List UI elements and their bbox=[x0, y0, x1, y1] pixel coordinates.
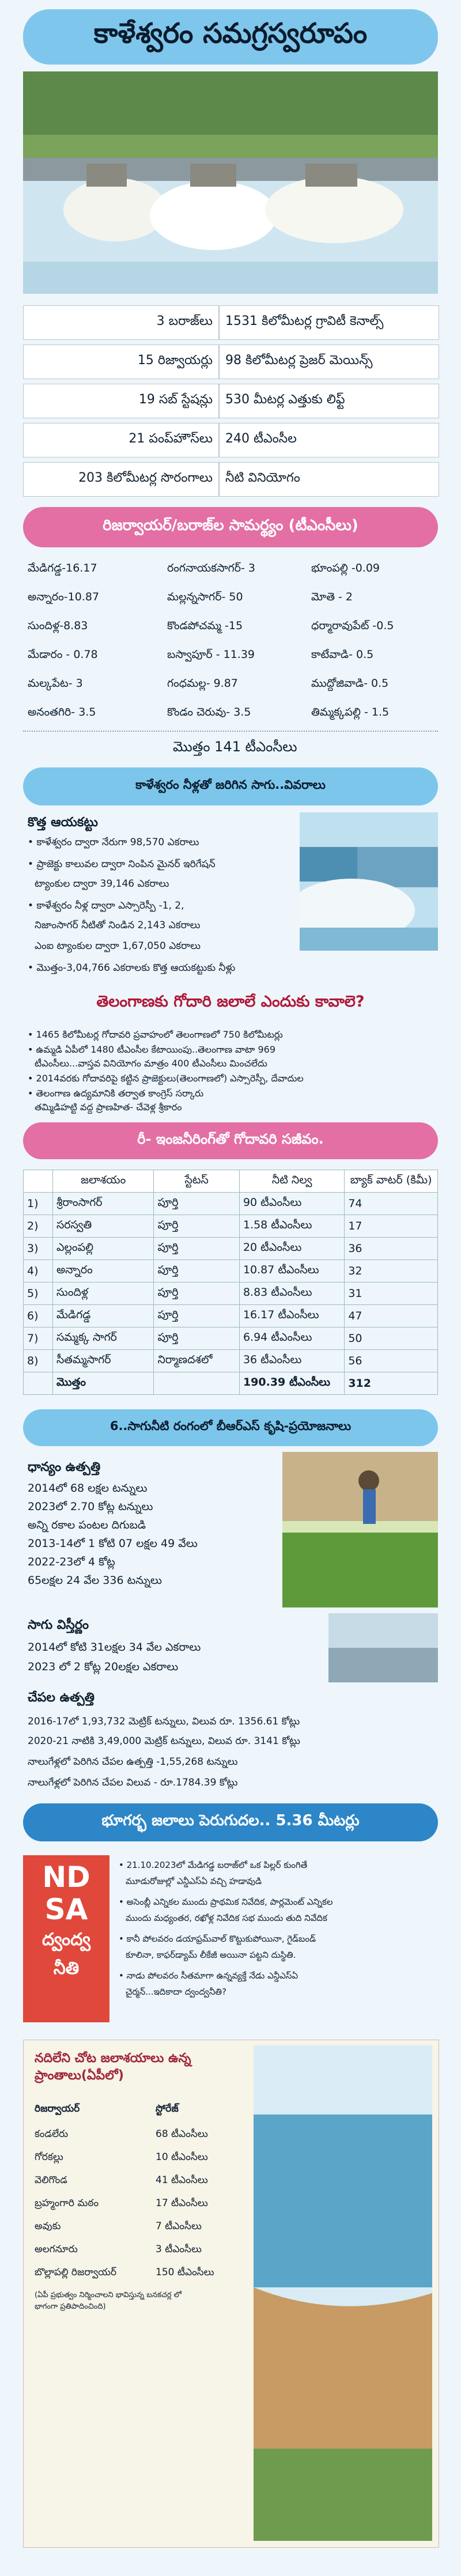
list-item: బ్రహ్మంగారి మఠం bbox=[35, 2197, 99, 2209]
capacity-item: మోతె - 2 bbox=[311, 591, 353, 603]
capacity-banner: రిజర్వాయర్/బరాజ్‌ల సామర్థ్యం (టీఎంసీలు) bbox=[23, 507, 438, 547]
list-item: 41 టీఎంసీలు bbox=[156, 2174, 208, 2186]
list-item: 3 టీఎంసీలు bbox=[156, 2244, 202, 2255]
capacity-item: తిమ్మక్కపల్లి - 1.5 bbox=[311, 706, 390, 718]
page-title-text: కాళేశ్వరం సమగ్రస్వరూపం bbox=[93, 17, 368, 50]
capacity-total: మొత్తం 141 టీఎంసీలు bbox=[173, 739, 297, 755]
capacity-item: మల్కపేట- 3 bbox=[28, 677, 83, 690]
capacity-item: బస్వాపూర్ - 11.39 bbox=[167, 648, 255, 661]
area-heading: సాగు విస్తీర్ణం bbox=[28, 1618, 89, 1632]
capacity-item: మేడారం - 0.78 bbox=[28, 648, 98, 661]
list-item: 2014లో కోటి 31లక్షల 34 వేల ఎకరాలు bbox=[28, 1641, 201, 1654]
farm-photo bbox=[282, 1452, 438, 1607]
stat-left-5: 203 కిలోమీటర్ల సొరంగాలు bbox=[23, 462, 219, 497]
table-header-row bbox=[24, 1170, 438, 1193]
stat-right-2: 98 కిలోమీటర్ల ప్రెజర్ మెయిన్స్ bbox=[219, 345, 439, 379]
table-row: 1) శ్రీరాంసాగర్ పూర్తి 90 టీఎంసీలు 74 bbox=[24, 1193, 438, 1215]
list-item: చైర్మన్...ఇదికాదా ద్వంద్వనీతి? bbox=[126, 1987, 226, 1997]
column-header: జలాశయం bbox=[52, 1170, 153, 1193]
list-item: • ఉమ్మడి ఏపీలో 1480 టీఎంసీల కేటాయింపు..తెలంగాణ వాటా 969 bbox=[28, 1044, 276, 1055]
capacity-item: కొండపోచమ్మ -15 bbox=[167, 619, 243, 632]
capacity-item: కాటేవాడి- 0.5 bbox=[311, 648, 374, 661]
table-total-row: మొత్తం 190.39 టీఎంసీలు 312 bbox=[24, 1372, 438, 1395]
list-item: నాలుగేళ్లలో పెరిగిన చేపల విలువ - రూ.1784.39 కోట్లు bbox=[28, 1777, 238, 1788]
list-item: • 2014వరకు గోదావరిపై కట్టిన ప్రాజెక్టులు(తెలంగాణలో) ఎస్సారెస్పీ, దేవాదుల bbox=[28, 1073, 304, 1084]
column-header: స్టేటస్ bbox=[154, 1170, 240, 1193]
capacity-item: ధర్మారావుపేట్ -0.5 bbox=[311, 619, 394, 632]
list-item: 2022-23లో 4 కోట్ల bbox=[28, 1556, 115, 1568]
list-item: వెలిగొండ bbox=[35, 2174, 67, 2186]
ndsa-logo: ND SA ద్వంద్వ నీతి bbox=[23, 1855, 109, 2022]
table-row: 5) సుందిళ్ల పూర్తి 8.83 టీఎంసీలు 31 bbox=[24, 1283, 438, 1305]
list-item: గోరకల్లు bbox=[35, 2151, 63, 2163]
agri-banner: 6..సాగునీటి రంగంలో బీఆర్ఎస్ కృషి-ప్రయోజనాలు bbox=[23, 1409, 438, 1446]
list-item: మూడురోజుల్లో ఎన్డీఎస్ఏ వచ్చి హడావుడి bbox=[126, 1876, 262, 1886]
fish-photo bbox=[328, 1613, 438, 1682]
list-item: 2014లో 68 లక్షల టన్నులు bbox=[28, 1482, 148, 1495]
reservoir-photo bbox=[254, 2045, 432, 2541]
list-item: • మొత్తం-3,04,766 ఎకరాలకు కొత్త ఆయకట్టుకు నీళ్లు bbox=[28, 962, 236, 974]
reservoir-note: (ఏపీ ప్రభుత్వం నిర్మించాలని భావిస్తున్న బనకచర్ల లో bbox=[35, 2291, 182, 2299]
column-header: నీటి నిల్వ bbox=[239, 1170, 344, 1193]
table-row: 4) అన్నారం పూర్తి 10.87 టీఎంసీలు 32 bbox=[24, 1260, 438, 1283]
list-item: • కానీ పోలవరం డయాఫ్రమ్‌వాల్ కొట్టుకుపోయినా, గైడ్‌బండ్ bbox=[119, 1934, 316, 1944]
reengineering-banner: రీ- ఇంజనీరింగ్‌తో గోదావరి సజీవం. bbox=[23, 1122, 438, 1159]
stat-right-1: 1531 కిలోమీటర్ల గ్రావిటీ కెనాల్స్ bbox=[219, 305, 439, 340]
list-item: 7 టీఎంసీలు bbox=[156, 2221, 202, 2232]
list-item: 2020-21 నాటికి 3,49,000 మెట్రిక్ టన్నులు, విలువ రూ. 3141 కోట్లు bbox=[28, 1735, 300, 1747]
table-row: 3) ఎల్లంపల్లి పూర్తి 20 టీఎంసీలు 36 bbox=[24, 1238, 438, 1260]
stat-right-3: 530 మీటర్ల ఎత్తుకు లిఫ్ట్ bbox=[219, 384, 439, 418]
list-item: నాలుగేళ్లలో పెరిగిన చేపల ఉత్పత్తి -1,55,268 టన్నులు bbox=[28, 1756, 238, 1768]
reservoir-note: భాగంగా ప్రతిపాదించింది) bbox=[35, 2302, 106, 2311]
irrigation-banner: కాళేశ్వరం నీళ్లతో జరిగిన సాగు..వివరాలు bbox=[23, 767, 438, 805]
list-item: • నాడు పోలవరం సీతమాగా ఉన్నవ్యక్తే నేడు ఎన్డీఎస్ఏ bbox=[119, 1970, 298, 1981]
reengineering-table bbox=[23, 1170, 438, 1395]
capacity-item: రంగనాయకసాగర్- 3 bbox=[167, 562, 255, 574]
capacity-item: అన్నారం-10.87 bbox=[28, 591, 100, 603]
list-item: 10 టీఎంసీలు bbox=[156, 2151, 208, 2163]
capacity-item: అనంతగిరి- 3.5 bbox=[28, 706, 96, 718]
list-item: 2023 లో 2 కోట్ల 20లక్షల ఎకరాలు bbox=[28, 1660, 179, 1673]
capacity-item: కొండం చెరువు- 3.5 bbox=[167, 706, 251, 718]
list-item: 2013-14లో 1 కోటి 07 లక్షల 49 వేలు bbox=[28, 1537, 198, 1550]
list-item: తమ్మిడిహట్టి వద్ద ప్రాణహిత- చేవెళ్ల శ్రీకారం bbox=[35, 1102, 182, 1113]
stat-right-4: 240 టీఎంసీల bbox=[219, 423, 439, 457]
stat-right-5: నీటి వినియోగం bbox=[219, 462, 439, 497]
list-item: అవుకు bbox=[35, 2221, 61, 2232]
divider bbox=[23, 731, 438, 732]
list-item: • కాళేశ్వరం ద్వారా నేరుగా 98,570 ఎకరాలు bbox=[28, 837, 199, 848]
grain-heading: ధాన్యం ఉత్పత్తి bbox=[28, 1460, 101, 1474]
list-item: 65లక్షల 24 వేల 336 టన్నులు bbox=[28, 1574, 162, 1587]
fish-heading: చేపల ఉత్పత్తి bbox=[28, 1690, 95, 1705]
list-item: • 21.10.2023లో మేడిగడ్డ బరాజ్‌లో ఒక పిల్లర్ కుంగితే bbox=[119, 1860, 308, 1870]
list-item: 17 టీఎంసీలు bbox=[156, 2197, 208, 2209]
list-item: ఎంఐ ట్యాంకుల ద్వారా 1,67,050 ఎకరాలు bbox=[35, 940, 201, 952]
irrigation-subhead: కొత్త ఆయకట్టు bbox=[28, 815, 98, 830]
list-item: నిజాంసాగర్ నీటితో నిండిన 2,143 ఎకరాలు bbox=[35, 920, 201, 931]
groundwater-banner: భూగర్భ జలాలు పెరుగుదల.. 5.36 మీటర్లు bbox=[23, 1803, 438, 1841]
list-item: టీఎంసీలు...వాస్తవ వినియోగం మాత్రం 400 టీఎంసీలు మించలేదు bbox=[35, 1058, 267, 1069]
table-row: 8) సీతమ్మసాగర్ నిర్మాణదశలో 36 టీఎంసీలు 56 bbox=[24, 1350, 438, 1372]
stat-left-2: 15 రిజ్వాయర్లు bbox=[23, 345, 219, 379]
column-header: స్టోరేజ్ bbox=[156, 2103, 179, 2114]
list-item: 150 టీఎంసీలు bbox=[156, 2267, 214, 2278]
page-title bbox=[23, 9, 438, 65]
list-item: ముందు మధ్యంతర, రఖోళ్ల నివేదిక సభ ముందు తుది నివేదిక bbox=[126, 1913, 327, 1923]
stat-left-3: 19 సబ్ స్టేషన్లు bbox=[23, 384, 219, 418]
stat-left-4: 21 పంప్‌హౌస్‌లు bbox=[23, 423, 219, 457]
capacity-item: సుందిళ్ల-8.83 bbox=[28, 619, 88, 632]
reservoir-title: నదిలేని చోట జలాశయాలు ఉన్న ప్రాంతాలు(ఏపీలో) bbox=[35, 2051, 191, 2083]
table-row: 6) మేడిగడ్డ పూర్తి 16.17 టీఎంసీలు 47 bbox=[24, 1305, 438, 1327]
list-item: • ప్రాజెక్టు కాలువల ద్వారా నింపిన మైనర్ ఇరిగేషన్ bbox=[28, 858, 216, 870]
capacity-item: గంధమల్ల- 9.87 bbox=[167, 677, 238, 690]
list-item: • తెలంగాణ ఉద్యమానికి తర్వాత కాంగ్రెస్ సర్కారు bbox=[28, 1088, 204, 1099]
column-header: బ్యాక్ వాటర్ (కిమీ) bbox=[345, 1170, 438, 1193]
list-item: • అసెంబ్లీ ఎన్నికల ముందు ప్రాథమిక నివేదిక, పార్లమెంట్ ఎన్నికల bbox=[119, 1897, 333, 1907]
list-item: బొల్లాపల్లి రిజర్వాయర్ bbox=[35, 2267, 117, 2278]
list-item: 2023లో 2.70 కోట్ల టన్నులు bbox=[28, 1500, 153, 1513]
list-item: కండలేరు bbox=[35, 2128, 69, 2140]
capacity-item: మేడిగడ్డ-16.17 bbox=[28, 562, 97, 574]
capacity-item: ముద్దోజివాడి- 0.5 bbox=[311, 677, 389, 690]
list-item: అన్ని రకాల పంటల దిగుబడి bbox=[28, 1519, 146, 1531]
list-item: ట్యాంకుల ద్వారా 39,146 ఎకరాలు bbox=[35, 878, 169, 890]
list-item: కూలినా, కాఫర్‌డ్యామ్ లీకేజీ అయినా పట్టని దుస్థితి. bbox=[126, 1950, 296, 1960]
column-header: రిజర్వాయర్ bbox=[35, 2103, 80, 2114]
canal-photo bbox=[300, 812, 438, 951]
list-item: • కాళేశ్వరం నీళ్ల ద్వారా ఎస్సారెస్పీ -1, 2, bbox=[28, 900, 184, 911]
table-row: 2) సరస్వతి పూర్తి 1.58 టీఎంసీలు 17 bbox=[24, 1215, 438, 1238]
list-item: 68 టీఎంసీలు bbox=[156, 2128, 208, 2140]
list-item: అలగనూరు bbox=[35, 2244, 78, 2255]
list-item: 2016-17లో 1,93,732 మెట్రిక్ టన్నులు, విలువ రూ. 1356.61 కోట్లు bbox=[28, 1716, 300, 1727]
table-row: 7) సమ్మక్క సాగర్ పూర్తి 6.94 టీఎంసీలు 50 bbox=[24, 1327, 438, 1350]
stat-left-1: 3 బరాజ్‌లు bbox=[23, 305, 219, 340]
barrage-photo bbox=[23, 71, 438, 294]
capacity-item: మల్లన్నసాగర్- 50 bbox=[167, 591, 243, 603]
capacity-item: భూంపల్లి -0.09 bbox=[311, 562, 380, 574]
why-banner: తెలంగాణకు గోదారి జలాలే ఎందుకు కావాలె? bbox=[96, 993, 365, 1011]
list-item: • 1465 కిలోమీటర్ల గోదావరి ప్రవాహంలో తెలంగాణలో 750 కిలోమీటర్లు bbox=[28, 1029, 283, 1040]
